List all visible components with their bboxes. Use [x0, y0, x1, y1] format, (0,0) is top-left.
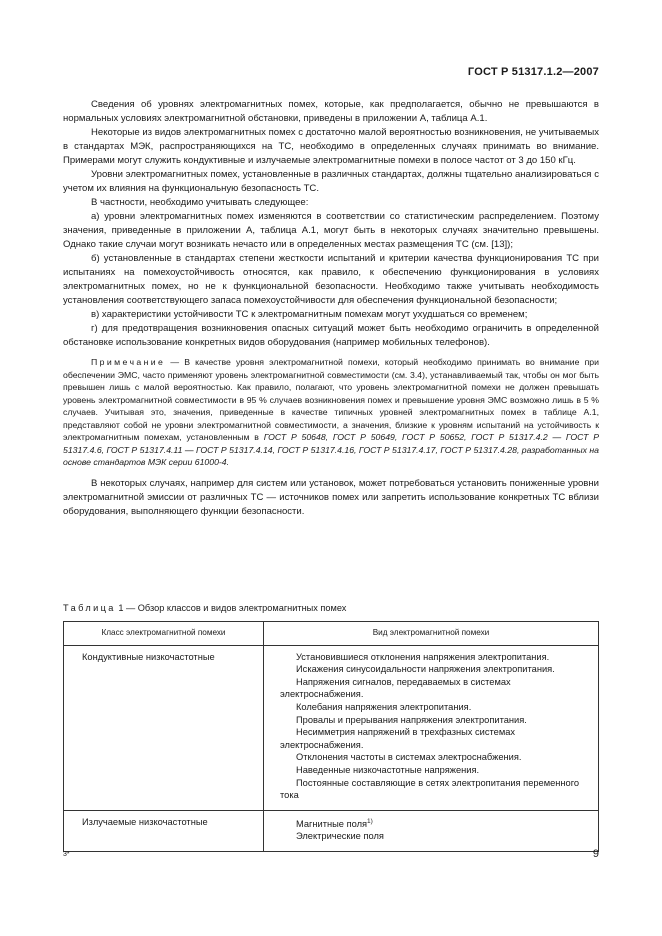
paragraph: Сведения об уровнях электромагнитных помех, которые, как предполагается, обычно не превышаются в нормальных условиях электромагнитной обстановки, приведены в приложении А, таблица А.1. — [63, 99, 599, 124]
note-label: Примечание — [91, 357, 166, 367]
table-header-row — [64, 622, 599, 646]
note-references: ГОСТ Р 50648, ГОСТ Р 50649, ГОСТ Р 50652, ГОСТ Р 51317.4.2 — ГОСТ Р 51317.4.6, ГОСТ Р 51317.4.11 — ГОСТ Р 51317.4.14, ГОСТ Р 51317.4.16, ГОСТ Р 51317.4.17, ГОСТ Р 51317.4.28, разработанных на основе стандартов МЭК серии 61000-4. — [63, 432, 599, 467]
note — [63, 356, 599, 469]
class-cell: Кондуктивные низкочастотные — [64, 645, 264, 810]
kind-item: Напряжения сигналов, передаваемых в системах электроснабжения. — [280, 676, 511, 700]
paragraph: б) установленные в стандартах степени жесткости испытаний и критерии качества функционирования ТС при испытаниях на помехоустойчивость относятся, как правило, к обеспечению функционирования в условиях электромагнитных помех, но не к функциональной безопасности. Необходимо также учитывать необходимость установления соответствующего запаса помехоустойчивости для обеспечения функциональной безопасности; — [63, 253, 599, 306]
paragraph: а) уровни электромагнитных помех изменяются в соответствии со статистическим распределением. Поэтому значения, приведенные в приложении А, таблица А.1, могут быть в некоторых случаях значительно превышены. Однако такие случаи могут возникать нечасто или в определенных местах размещения ТС (см. [13]); — [63, 211, 599, 250]
document-header: ГОСТ Р 51317.1.2—2007 — [467, 66, 599, 78]
paragraph: в) характеристики устойчивости ТС к электромагнитным помехам могут ухудшаться со временем; — [91, 309, 528, 320]
class-cell: Излучаемые низкочастотные — [64, 810, 264, 851]
paragraph: Уровни электромагнитных помех, установленные в различных стандартах, должны тщательно анализироваться с учетом их влияния на функциональную безопасность ТС. — [63, 169, 599, 194]
paragraph: Некоторые из видов электромагнитных помех с достаточно малой вероятностью возникновения, не учитываемых в стандартах МЭК, распространяющихся на ТС, необходимо в определенных случаях принимать во внимание. Примерами могут служить кондуктивные и излучаемые электромагнитные помехи в полосе частот от 3 до 150 кГц. — [63, 127, 599, 166]
paragraph: г) для предотвращения возникновения опасных ситуаций может быть необходимо ограничить в определенной обстановке использование конкретных видов оборудования (например мобильных телефонов). — [63, 323, 599, 348]
main-text — [63, 98, 599, 519]
kind-item: Провалы и прерывания напряжения электропитания. — [296, 714, 527, 725]
kind-text: Магнитные поля — [296, 818, 368, 829]
kind-item: Колебания напряжения электропитания. — [296, 701, 472, 712]
kind-item: Постоянные составляющие в сетях электропитания переменного тока — [280, 777, 580, 801]
table-caption — [63, 603, 346, 613]
kinds-cell — [264, 810, 599, 851]
column-header-kind: Вид электромагнитной помехи — [264, 622, 599, 646]
page-number: 9 — [592, 848, 599, 860]
table-caption-label: Таблица — [63, 603, 116, 613]
footer-signature: 3* — [63, 851, 70, 858]
kind-item: Установившиеся отклонения напряжения электропитания. — [296, 651, 550, 662]
table-row — [64, 810, 599, 851]
kind-item: Искажения синусоидальности напряжения электропитания. — [296, 664, 555, 675]
paragraph: В некоторых случаях, например для систем или установок, может потребоваться установить пониженные уровни электромагнитной эмиссии от различных ТС — источников помех или запретить использование конкретных ТС вблизи оборудования, выполняющего функции безопасности. — [63, 477, 599, 517]
kind-item: Несимметрия напряжений в трехфазных системах электроснабжения. — [280, 727, 516, 750]
kind-item: Наведенные низкочастотные напряжения. — [296, 764, 480, 775]
kind-item — [270, 816, 592, 831]
interference-table — [63, 621, 599, 852]
kind-item: Отклонения частоты в системах электроснабжения. — [296, 752, 522, 763]
kind-item: Электрические поля — [296, 831, 384, 842]
note-text: — В качестве уровня электромагнитной помехи, который необходимо принимать во внимание при обеспечении ЭМС, часто применяют уровень электромагнитной совместимости (см. 3.4), устанавливаемый так, чтобы он мог быть превышен лишь с малой вероятностью. Как правило, полагают, что уровень электромагнитной помехи не должен превышать уровень электромагнитной совместимости в 95 % случаев возникновения помех и превышение уровня ЭМС возможно лишь в 5 % случаев. Учитывая это, значения, приведенные в качестве типичных уровней электромагнитных помех в таблице А.1, представляют собой не уровни электромагнитной совместимости, а значения, близкие к уровням испытаний на устойчивость к электромагнитным помехам, установленным в — [63, 357, 599, 442]
paragraph: В частности, необходимо учитывать следующее: — [91, 197, 309, 208]
kinds-cell — [264, 645, 599, 810]
table-row — [64, 645, 599, 810]
footnote-mark: 1) — [367, 817, 373, 825]
column-header-class: Класс электромагнитной помехи — [64, 622, 264, 646]
table-caption-text: 1 — Обзор классов и видов электромагнитных помех — [115, 603, 347, 613]
